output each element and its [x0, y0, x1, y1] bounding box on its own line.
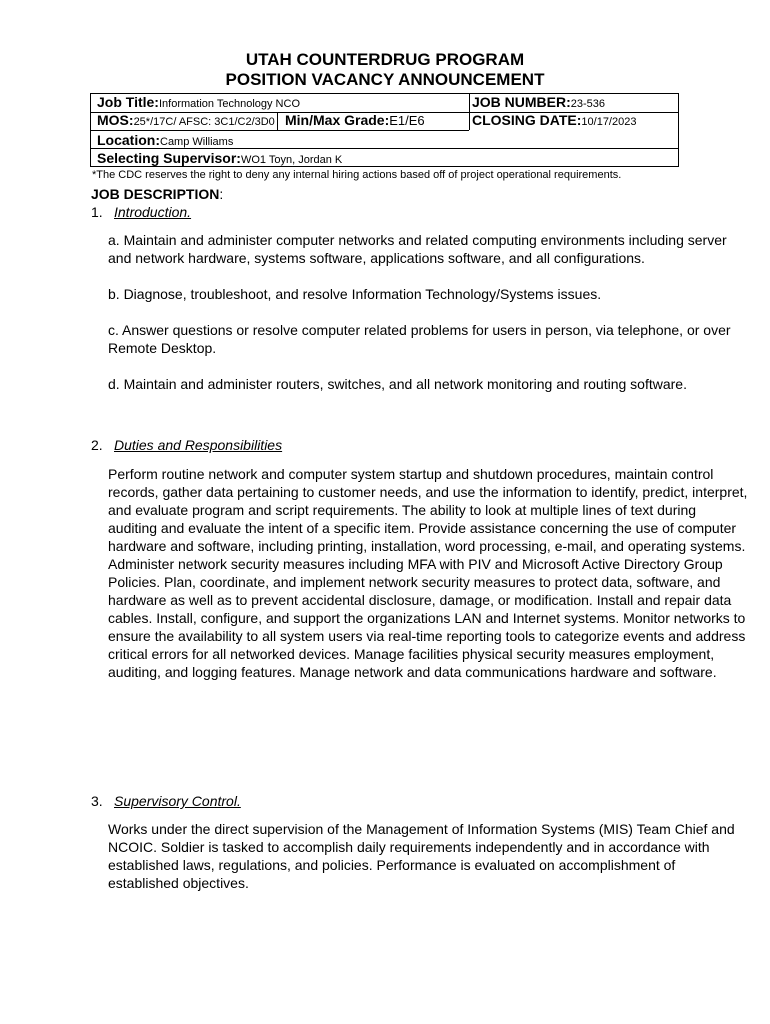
grade-field [285, 112, 425, 128]
job-title-label: Job Title: [97, 94, 159, 110]
job-number-field [472, 94, 605, 110]
job-title-value: Information Technology NCO [158, 98, 301, 110]
header-table [90, 93, 679, 167]
paragraph: Perform routine network and computer system startup and shutdown procedures, maintain control records, gather data pertaining to customer needs, and use the information to identify, predict, interpret, and evaluate program and script requirements. The ability to look at multiple lines of text during auditing and evaluate the intent of a specific item. Provide assistance concerning the use of computer hardware and software, including printing, installation, word processing, e-mail, and operating systems. Administer network security measures including MFA with PIV and Microsoft Active Directory Group Policies. Plan, coordinate, and implement network security measures to protect data, software, and hardware as well as to prevent accidental disclosure, damage, or modification. Install and repair data cables. Install, configure, and support the organizations LAN and Internet systems. Monitor networks to ensure the availability to all system users via real-time reporting tools to categorize events and address critical errors for all networked devices. Manage facilities physical security measures employment, auditing, and logging features. Manage network and data communications hardware and software. [108, 466, 748, 680]
grade-label: Min/Max Grade: [285, 112, 390, 128]
job-number-label: JOB NUMBER: [472, 94, 571, 110]
section-number: 1. [91, 204, 103, 220]
supervisor-field [97, 150, 342, 166]
job-number-value: 23-536 [570, 98, 606, 110]
section-number: 2. [91, 437, 103, 453]
paragraph: a. Maintain and administer computer networks and related computing environments including server and network hardware, systems software, applications software, and all configurations. [108, 232, 727, 266]
paragraph: d. Maintain and administer routers, switches, and all network monitoring and routing software. [108, 376, 687, 392]
mos-label: MOS: [97, 112, 134, 128]
table-divider [469, 94, 470, 130]
section-title: Supervisory Control. [114, 793, 241, 809]
location-field [97, 132, 233, 148]
closing-date-label: CLOSING DATE: [472, 112, 582, 128]
disclaimer-note: *The CDC reserves the right to deny any internal hiring actions based off of project operational requirements. [92, 169, 622, 181]
table-rule [91, 130, 469, 131]
supervisor-value: WO1 Toyn, Jordan K [240, 154, 343, 166]
mos-field [97, 112, 275, 128]
location-label: Location: [97, 132, 160, 148]
closing-date-value: 10/17/2023 [581, 116, 637, 128]
table-rule [91, 148, 678, 149]
job-title-field [97, 94, 300, 110]
job-description-heading [91, 186, 223, 202]
section-title: Introduction. [114, 204, 192, 220]
paragraph: c. Answer questions or resolve computer related problems for users in person, via telephone, or over Remote Desktop. [108, 322, 731, 356]
document-subtitle: POSITION VACANCY ANNOUNCEMENT [225, 70, 545, 89]
grade-value: E1/E6 [389, 113, 425, 128]
section-number: 3. [91, 793, 103, 809]
paragraph: Works under the direct supervision of the Management of Information Systems (MIS) Team Chief and NCOIC. Soldier is tasked to accomplish daily requirements independently and in accordance with established laws, regulations, and policies. Performance is evaluated on accomplishment of established objectives. [108, 821, 735, 891]
mos-value: 25*/17C/ AFSC: 3C1/C2/3D0 [133, 116, 275, 128]
job-description-label: JOB DESCRIPTION [91, 186, 220, 202]
job-description-colon: : [219, 186, 224, 202]
closing-date-field [472, 112, 636, 128]
section-title: Duties and Responsibilities [114, 437, 283, 453]
paragraph: b. Diagnose, troubleshoot, and resolve Information Technology/Systems issues. [108, 286, 602, 302]
location-value: Camp Williams [160, 136, 234, 148]
document-title: UTAH COUNTERDRUG PROGRAM [245, 50, 525, 69]
supervisor-label: Selecting Supervisor: [97, 150, 241, 166]
table-divider [277, 112, 278, 130]
